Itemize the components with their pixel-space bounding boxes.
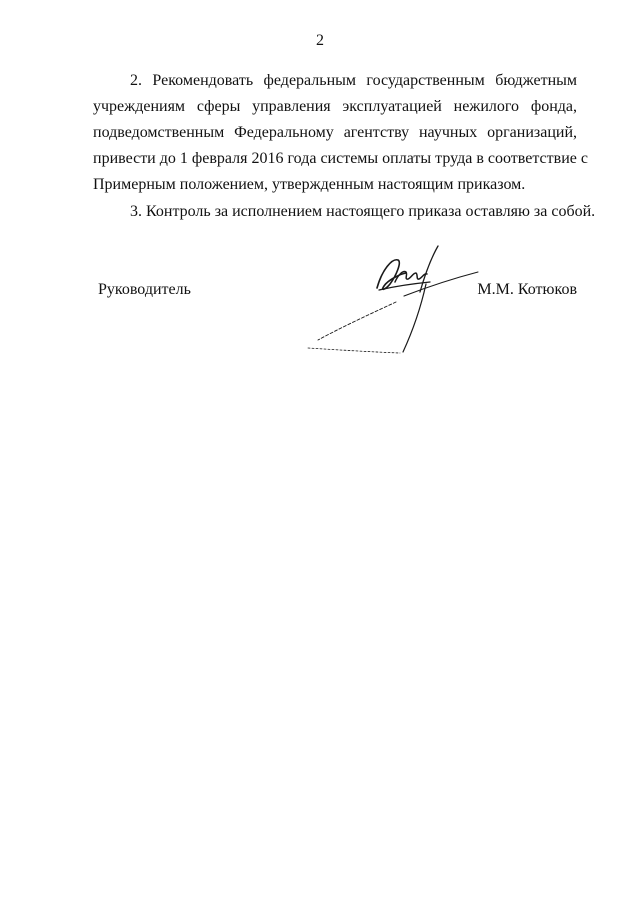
signature-check-stroke <box>403 284 426 352</box>
paragraph-2-line-5: Примерным положением, утвержденным настоящим приказом. <box>93 176 526 193</box>
signature-initial-stroke <box>377 260 406 290</box>
signature-body-stroke <box>395 272 427 282</box>
page-number: 2 <box>316 32 324 49</box>
paragraph-2 <box>93 68 588 198</box>
paragraph-2-line-2: учреждениям сферы управления эксплуатацией нежилого фонда, <box>93 98 577 115</box>
signature-flourish-dashed <box>318 302 396 340</box>
paragraph-2-line-4: привести до 1 февраля 2016 года системы оплаты труда в соответствие с <box>93 150 588 167</box>
paragraph-2-line-1: 2. Рекомендовать федеральным государственным бюджетным <box>130 72 577 89</box>
signature-flourish-base <box>308 348 400 353</box>
signer-name: М.М. Котюков <box>477 281 577 298</box>
paragraph-3: 3. Контроль за исполнением настоящего приказа оставляю за собой. <box>130 203 596 220</box>
signer-title: Руководитель <box>98 281 191 298</box>
handwritten-signature <box>300 240 485 360</box>
paragraph-2-line-3: подведомственным Федеральному агентству научных организаций, <box>93 124 577 141</box>
